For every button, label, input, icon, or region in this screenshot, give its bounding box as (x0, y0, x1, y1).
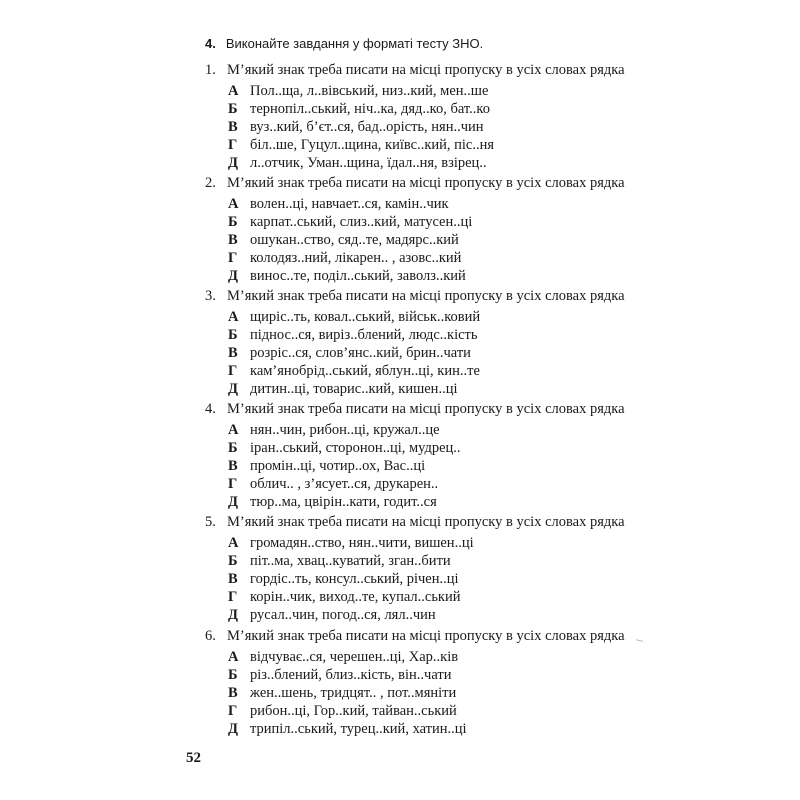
option-letter: Г (228, 476, 238, 492)
answer-option (228, 439, 635, 457)
question-4 (205, 400, 635, 511)
answer-option (228, 82, 635, 100)
option-letter: Д (228, 381, 238, 397)
question-number: 5. (205, 514, 216, 530)
option-letter: А (228, 309, 239, 325)
question-number: 2. (205, 175, 216, 191)
option-letter: Б (228, 667, 238, 683)
option-letter: Б (228, 214, 238, 230)
option-letter: А (228, 535, 239, 551)
option-letter: Б (228, 327, 238, 343)
option-text: колодяз..ний, лікарен.. , азовс..кий (250, 250, 462, 266)
task-number: 4. (205, 36, 216, 51)
answer-option (228, 666, 635, 684)
answer-option (228, 606, 635, 624)
answer-option (228, 118, 635, 136)
answer-option (228, 720, 635, 738)
option-text: тюр..ма, цвірін..кати, годит..ся (250, 494, 437, 510)
option-letter: Б (228, 553, 238, 569)
question-text: М’який знак треба писати на місці пропуску в усіх словах рядка (227, 62, 625, 78)
task-heading (205, 36, 483, 51)
answer-option (228, 231, 635, 249)
answer-option (228, 213, 635, 231)
question-text: М’який знак треба писати на місці пропуску в усіх словах рядка (227, 514, 625, 530)
answer-option (228, 136, 635, 154)
answer-option (228, 648, 635, 666)
option-letter: В (228, 232, 238, 248)
option-letter: Д (228, 607, 238, 623)
question-title (205, 400, 635, 418)
question-text: М’який знак треба писати на місці пропуску в усіх словах рядка (227, 401, 625, 417)
option-letter: А (228, 422, 239, 438)
option-letter: В (228, 571, 238, 587)
question-2 (205, 174, 635, 285)
question-title (205, 174, 635, 192)
option-text: волен..ці, навчает..ся, камін..чик (250, 196, 449, 212)
option-letter: В (228, 685, 238, 701)
option-text: щиріс..ть, ковал..ський, військ..ковий (250, 309, 481, 325)
answer-options (228, 534, 635, 624)
scan-speck (636, 639, 643, 641)
option-text: ошукан..ство, сяд..те, мадярс..кий (250, 232, 459, 248)
option-text: вуз..кий, б’єт..ся, бад..орість, нян..чин (250, 119, 484, 135)
answer-option (228, 308, 635, 326)
option-text: рибон..ці, Гор..кий, тайван..ський (250, 703, 457, 719)
answer-option (228, 267, 635, 285)
question-1 (205, 61, 635, 172)
option-letter: Г (228, 589, 238, 605)
option-text: розріс..ся, слов’янс..кий, брин..чати (250, 345, 471, 361)
page-number: 52 (186, 750, 201, 766)
option-text: громадян..ство, нян..чити, вишен..ці (250, 535, 474, 551)
answer-option (228, 552, 635, 570)
answer-options (228, 82, 635, 172)
option-text: піт..ма, хвац..куватий, зган..бити (250, 553, 451, 569)
task-instruction: Виконайте завдання у форматі тесту ЗНО. (225, 36, 484, 51)
question-text: М’який знак треба писати на місці пропуску в усіх словах рядка (227, 628, 625, 644)
option-text: біл..ше, Гуцул..щина, київс..кий, піс..ня (250, 137, 495, 153)
question-number: 3. (205, 288, 216, 304)
answer-option (228, 570, 635, 588)
answer-option (228, 154, 635, 172)
answer-option (228, 195, 635, 213)
option-text: тернопіл..ський, ніч..ка, дяд..ко, бат..ко (250, 101, 490, 117)
option-text: жен..шень, тридцят.. , пот..мяніти (250, 685, 457, 701)
answer-option (228, 457, 635, 475)
option-text: русал..чин, погод..ся, лял..чин (250, 607, 436, 623)
question-title (205, 627, 635, 645)
answer-option (228, 100, 635, 118)
option-text: промін..ці, чотир..ох, Вас..ці (250, 458, 426, 474)
option-letter: Д (228, 494, 238, 510)
question-5 (205, 513, 635, 624)
question-6 (205, 627, 635, 738)
option-text: іран..ський, сторонон..ці, мудрец.. (250, 440, 461, 456)
option-text: дитин..ці, товарис..кий, кишен..ці (250, 381, 458, 397)
option-text: винос..те, поділ..ський, заволз..кий (250, 268, 466, 284)
option-text: відчуває..ся, черешен..ці, Хар..ків (250, 649, 459, 665)
option-text: облич.. , з’ясует..ся, друкарен.. (250, 476, 439, 492)
question-3 (205, 287, 635, 398)
option-letter: В (228, 119, 238, 135)
question-title (205, 513, 635, 531)
answer-option (228, 344, 635, 362)
question-title (205, 61, 635, 79)
option-text: трипіл..ський, турец..кий, хатин..ці (250, 721, 467, 737)
option-letter: Д (228, 268, 238, 284)
option-letter: Д (228, 721, 238, 737)
question-text: М’який знак треба писати на місці пропуску в усіх словах рядка (227, 288, 625, 304)
option-text: Пол..ща, л..вівський, низ..кий, мен..ше (250, 83, 489, 99)
option-letter: А (228, 83, 239, 99)
answer-options (228, 421, 635, 511)
option-letter: А (228, 196, 239, 212)
option-text: корін..чик, виход..те, купал..ський (250, 589, 461, 605)
option-letter: В (228, 458, 238, 474)
question-title (205, 287, 635, 305)
answer-option (228, 362, 635, 380)
answer-option (228, 249, 635, 267)
option-letter: Б (228, 101, 238, 117)
answer-options (228, 648, 635, 738)
option-text: кам’янобрід..ський, яблун..ці, кин..те (250, 363, 480, 379)
question-number: 6. (205, 628, 216, 644)
question-number: 4. (205, 401, 216, 417)
option-letter: А (228, 649, 239, 665)
option-letter: Д (228, 155, 238, 171)
option-text: гордіс..ть, консул..ський, річен..ці (250, 571, 459, 587)
answer-option (228, 475, 635, 493)
answer-option (228, 380, 635, 398)
option-text: л..отчик, Уман..щина, їдал..ня, взірец.. (250, 155, 487, 171)
option-text: нян..чин, рибон..ці, кружал..це (250, 422, 440, 438)
option-letter: Г (228, 363, 238, 379)
answer-options (228, 195, 635, 285)
option-letter: В (228, 345, 238, 361)
answer-option (228, 684, 635, 702)
answer-option (228, 702, 635, 720)
option-letter: Г (228, 250, 238, 266)
answer-option (228, 588, 635, 606)
answer-options (228, 308, 635, 398)
option-text: піднос..ся, виріз..блений, людс..кість (250, 327, 478, 343)
answer-option (228, 493, 635, 511)
answer-option (228, 326, 635, 344)
option-text: карпат..ський, слиз..кий, матусен..ці (250, 214, 473, 230)
option-text: різ..блений, близ..кість, він..чати (250, 667, 452, 683)
option-letter: Б (228, 440, 238, 456)
answer-option (228, 421, 635, 439)
option-letter: Г (228, 137, 238, 153)
question-text: М’який знак треба писати на місці пропуску в усіх словах рядка (227, 175, 625, 191)
question-number: 1. (205, 62, 216, 78)
answer-option (228, 534, 635, 552)
option-letter: Г (228, 703, 238, 719)
